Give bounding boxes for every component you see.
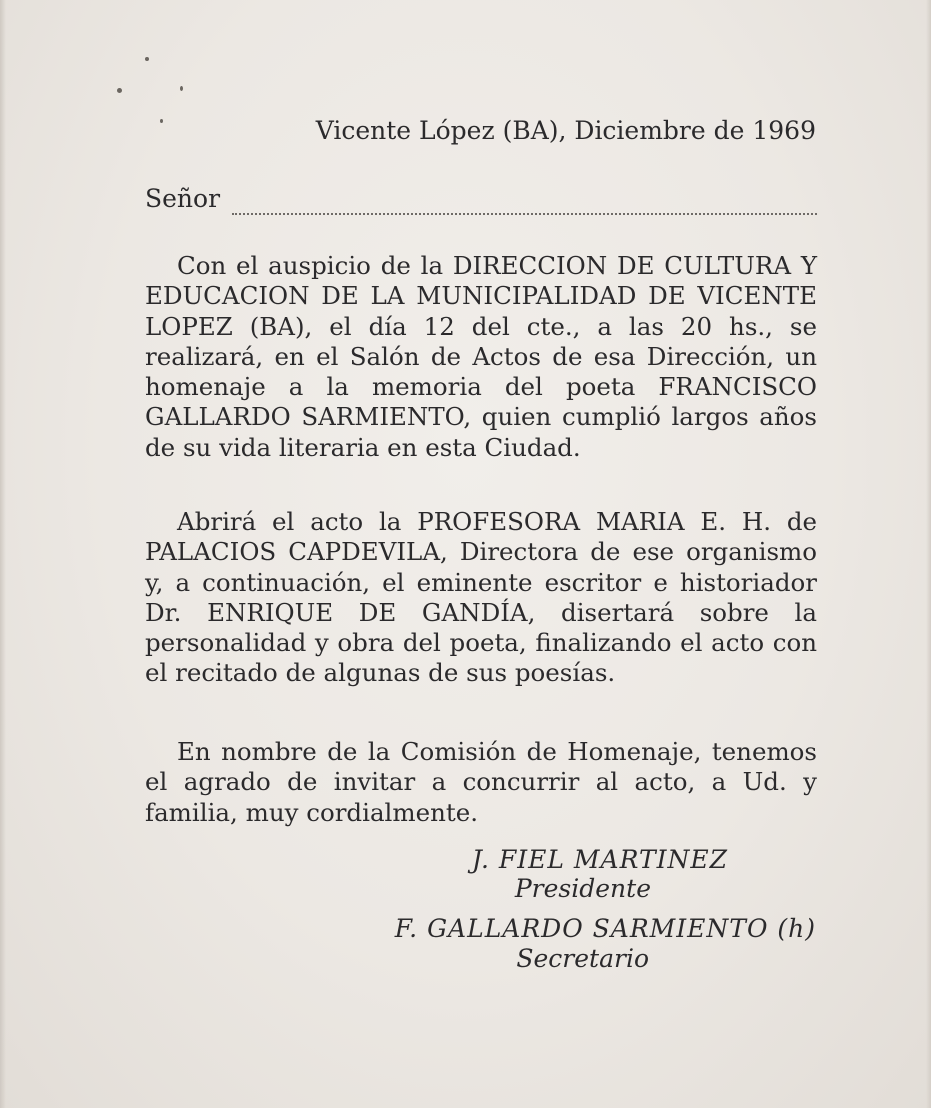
paper-edge-left: [0, 0, 6, 1108]
paper-edge-right: [926, 0, 931, 1108]
signatory-role: Secretario: [516, 944, 649, 973]
addressee-line: [145, 184, 817, 218]
paper-speck: [180, 86, 183, 91]
signatory-name: F. GALLARDO SARMIENTO (h): [394, 914, 816, 943]
addressee-blank: [232, 213, 817, 215]
paragraph-invitation: En nombre de la Comisión de Homenaje, tenemos el agrado de invitar a concurrir al acto, a Ud. y familia, muy cordialmente.: [145, 737, 817, 827]
paper-speck: [117, 88, 122, 93]
paragraph-program: Abrirá el acto la PROFESORA MARIA E. H. de PALACIOS CAPDEVILA, Directora de ese organismo y, a continuación, el eminente escritor e historiador Dr. ENRIQUE DE GANDÍA, disertará sobre la personalidad y obra del poeta, finalizando el acto con el recitado de algunas de sus poesías.: [145, 507, 817, 688]
addressee-label: Señor: [145, 184, 221, 213]
signatory-role: Presidente: [514, 874, 651, 903]
paper-speck: [160, 119, 163, 123]
dateline: Vicente López (BA), Diciembre de 1969: [315, 116, 816, 145]
paper-speck: [145, 57, 149, 61]
signatory-name: J. FIEL MARTINEZ: [471, 845, 728, 874]
paragraph-announcement: Con el auspicio de la DIRECCION DE CULTURA Y EDUCACION DE LA MUNICIPALIDAD DE VICENTE LOPEZ (BA), el día 12 del cte., a las 20 hs., se realizará, en el Salón de Actos de esa Dirección, un homenaje a la memoria del poeta FRANCISCO GALLARDO SARMIENTO, quien cumplió largos años de su vida literaria en esta Ciudad.: [145, 251, 817, 462]
